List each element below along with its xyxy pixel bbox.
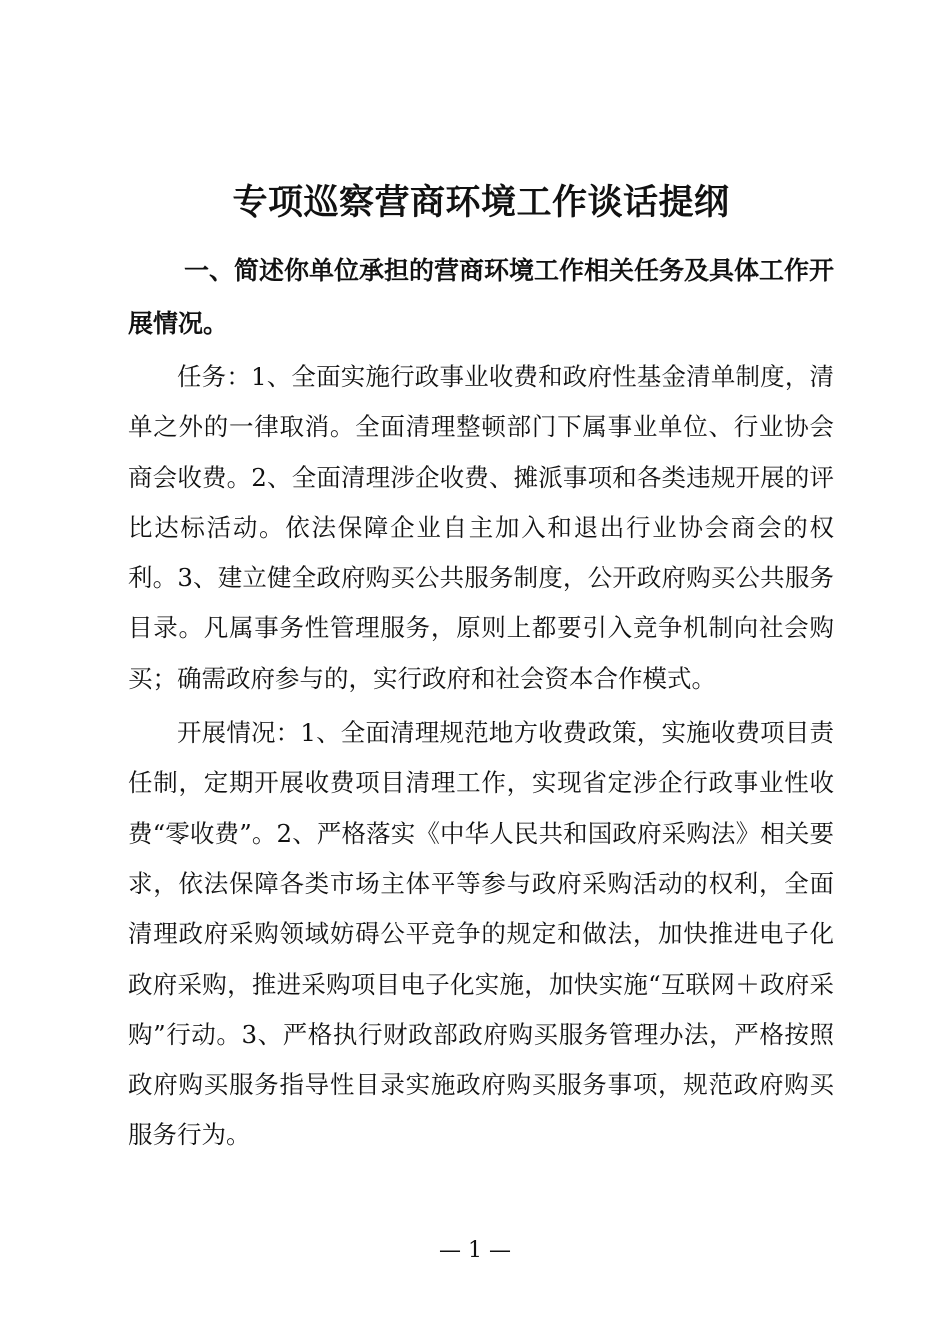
document-page [128,170,834,1165]
section-heading: 一、简述你单位承担的营商环境工作相关任务及具体工作开展情况。 [128,256,835,338]
document-title: 专项巡察营商环境工作谈话提纲 [232,182,730,223]
progress-paragraph: 开展情况：1、全面清理规范地方收费政策，实施收费项目责任制，定期开展收费项目清理工作，实现省定涉企行政事业性收费“零收费”。2、严格落实《中华人民共和国政府采购法》相关要求，依法保障各类市场主体平等参与政府采购活动的权利，全面清理政府采购领域妨碍公平竞争的规定和做法，加快推进电子化政府采购，推进采购项目电子化实施，加快实施“互联网＋政府采购”行动。3、严格执行财政部政府购买服务管理办法，严格按照政府购买服务指导性目录实施政府购买服务事项，规范政府购买服务行为。 [128,718,834,1150]
page-number: — 1 — [439,1238,511,1263]
task-paragraph: 任务：1、全面实施行政事业收费和政府性基金清单制度，清单之外的一律取消。全面清理整顿部门下属事业单位、行业协会商会收费。2、全面清理涉企收费、摊派事项和各类违规开展的评比达标活动。依法保障企业自主加入和退出行业协会商会的权利。3、建立健全政府购买公共服务制度，公开政府购买公共服务目录。凡属事务性管理服务，原则上都要引入竞争机制向社会购买；确需政府参与的，实行政府和社会资本合作模式。 [128,362,834,693]
